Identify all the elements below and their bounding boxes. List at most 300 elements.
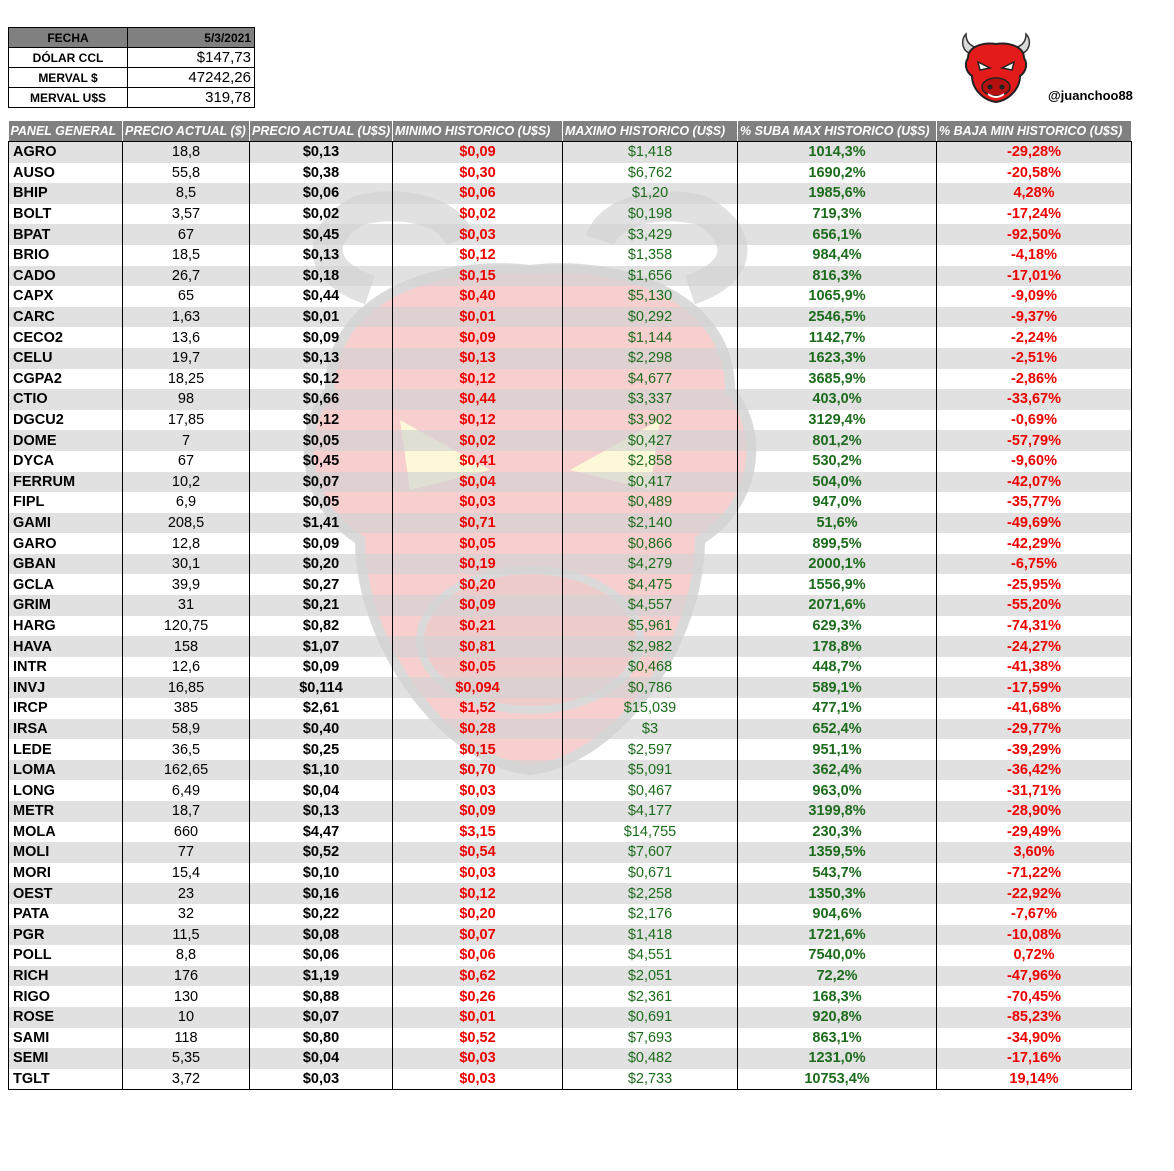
pct-to-min-cell: -34,90% (937, 1028, 1132, 1049)
ticker-cell: LOMA (9, 760, 123, 781)
price-usd-cell: $0,66 (250, 389, 393, 410)
author-handle: @juanchoo88 (1048, 88, 1133, 103)
max-historic-cell: $7,607 (563, 842, 738, 863)
min-historic-cell: $0,06 (393, 945, 563, 966)
price-ars-cell: 17,85 (123, 410, 250, 431)
min-historic-cell: $0,21 (393, 616, 563, 637)
price-ars-cell: 67 (123, 224, 250, 245)
pct-to-min-cell: -57,79% (937, 430, 1132, 451)
table-row (9, 719, 1132, 740)
min-historic-cell: $0,06 (393, 183, 563, 204)
price-ars-cell: 3,72 (123, 1069, 250, 1090)
ticker-cell: SAMI (9, 1028, 123, 1049)
price-ars-cell: 1,63 (123, 307, 250, 328)
pct-to-max-cell: 10753,4% (738, 1069, 937, 1090)
max-historic-cell: $15,039 (563, 698, 738, 719)
max-historic-cell: $2,140 (563, 513, 738, 534)
ticker-cell: ROSE (9, 1007, 123, 1028)
max-historic-cell: $5,091 (563, 760, 738, 781)
ticker-cell: CADO (9, 266, 123, 287)
pct-to-max-cell: 1690,2% (738, 163, 937, 184)
pct-to-max-cell: 362,4% (738, 760, 937, 781)
pct-to-max-cell: 2000,1% (738, 554, 937, 575)
price-ars-cell: 65 (123, 286, 250, 307)
pct-to-max-cell: 963,0% (738, 780, 937, 801)
max-historic-cell: $6,762 (563, 163, 738, 184)
price-ars-cell: 18,7 (123, 801, 250, 822)
table-row (9, 1069, 1132, 1090)
min-historic-cell: $0,12 (393, 410, 563, 431)
table-row (9, 307, 1132, 328)
summary-value: $147,73 (128, 48, 255, 68)
pct-to-min-cell: -17,01% (937, 266, 1132, 287)
table-row (9, 1028, 1132, 1049)
table-header-row (9, 121, 1132, 142)
min-historic-cell: $0,81 (393, 636, 563, 657)
max-historic-cell: $2,982 (563, 636, 738, 657)
summary-label: MERVAL $ (9, 68, 128, 88)
ticker-cell: SEMI (9, 1048, 123, 1069)
ticker-cell: LEDE (9, 739, 123, 760)
pct-to-min-cell: -6,75% (937, 554, 1132, 575)
pct-to-max-cell: 589,1% (738, 677, 937, 698)
price-usd-cell: $0,16 (250, 883, 393, 904)
summary-label: MERVAL U$S (9, 88, 128, 108)
min-historic-cell: $0,15 (393, 266, 563, 287)
max-historic-cell: $5,130 (563, 286, 738, 307)
price-ars-cell: 660 (123, 822, 250, 843)
table-row (9, 883, 1132, 904)
stock-panel-table (8, 121, 1132, 1090)
price-ars-cell: 118 (123, 1028, 250, 1049)
price-ars-cell: 11,5 (123, 925, 250, 946)
min-historic-cell: $0,19 (393, 554, 563, 575)
table-row (9, 677, 1132, 698)
ticker-cell: HARG (9, 616, 123, 637)
pct-to-max-cell: 51,6% (738, 513, 937, 534)
pct-to-min-cell: -41,38% (937, 657, 1132, 678)
table-row (9, 513, 1132, 534)
ticker-cell: FERRUM (9, 472, 123, 493)
price-usd-cell: $0,02 (250, 204, 393, 225)
price-ars-cell: 58,9 (123, 719, 250, 740)
price-ars-cell: 6,9 (123, 492, 250, 513)
pct-to-min-cell: -39,29% (937, 739, 1132, 760)
price-usd-cell: $0,114 (250, 677, 393, 698)
pct-to-min-cell: -35,77% (937, 492, 1132, 513)
table-row (9, 245, 1132, 266)
price-ars-cell: 18,5 (123, 245, 250, 266)
ticker-cell: CELU (9, 348, 123, 369)
price-usd-cell: $4,47 (250, 822, 393, 843)
pct-to-min-cell: -92,50% (937, 224, 1132, 245)
pct-to-max-cell: 1985,6% (738, 183, 937, 204)
min-historic-cell: $0,44 (393, 389, 563, 410)
pct-to-min-cell: 4,28% (937, 183, 1132, 204)
table-row (9, 451, 1132, 472)
pct-to-min-cell: -85,23% (937, 1007, 1132, 1028)
price-usd-cell: $0,05 (250, 492, 393, 513)
price-ars-cell: 13,6 (123, 327, 250, 348)
pct-to-min-cell: 0,72% (937, 945, 1132, 966)
pct-to-max-cell: 2546,5% (738, 307, 937, 328)
pct-to-min-cell: -41,68% (937, 698, 1132, 719)
ticker-cell: TGLT (9, 1069, 123, 1090)
summary-label: DÓLAR CCL (9, 48, 128, 68)
min-historic-cell: $0,094 (393, 677, 563, 698)
min-historic-cell: $0,02 (393, 204, 563, 225)
price-ars-cell: 98 (123, 389, 250, 410)
max-historic-cell: $2,298 (563, 348, 738, 369)
pct-to-max-cell: 543,7% (738, 863, 937, 884)
min-historic-cell: $0,04 (393, 472, 563, 493)
min-historic-cell: $0,09 (393, 595, 563, 616)
pct-to-min-cell: -2,24% (937, 327, 1132, 348)
price-ars-cell: 6,49 (123, 780, 250, 801)
pct-to-max-cell: 920,8% (738, 1007, 937, 1028)
pct-to-max-cell: 656,1% (738, 224, 937, 245)
table-row (9, 574, 1132, 595)
price-usd-cell: $0,12 (250, 369, 393, 390)
ticker-cell: RIGO (9, 986, 123, 1007)
pct-to-max-cell: 1065,9% (738, 286, 937, 307)
ticker-cell: MOLI (9, 842, 123, 863)
price-usd-cell: $0,12 (250, 410, 393, 431)
pct-to-max-cell: 899,5% (738, 533, 937, 554)
min-historic-cell: $0,26 (393, 986, 563, 1007)
pct-to-max-cell: 951,1% (738, 739, 937, 760)
pct-to-min-cell: -22,92% (937, 883, 1132, 904)
max-historic-cell: $1,418 (563, 142, 738, 163)
pct-to-max-cell: 403,0% (738, 389, 937, 410)
price-usd-cell: $0,13 (250, 142, 393, 163)
pct-to-min-cell: -74,31% (937, 616, 1132, 637)
pct-to-max-cell: 3685,9% (738, 369, 937, 390)
summary-label: FECHA (9, 28, 128, 48)
max-historic-cell: $0,786 (563, 677, 738, 698)
pct-to-min-cell: -10,08% (937, 925, 1132, 946)
summary-row-merval-ars (9, 68, 255, 88)
max-historic-cell: $14,755 (563, 822, 738, 843)
price-usd-cell: $1,41 (250, 513, 393, 534)
table-row (9, 533, 1132, 554)
price-usd-cell: $0,06 (250, 183, 393, 204)
table-row (9, 945, 1132, 966)
pct-to-min-cell: -7,67% (937, 904, 1132, 925)
pct-to-max-cell: 816,3% (738, 266, 937, 287)
pct-to-max-cell: 230,3% (738, 822, 937, 843)
pct-to-max-cell: 530,2% (738, 451, 937, 472)
pct-to-max-cell: 984,4% (738, 245, 937, 266)
column-header-ticker: PANEL GENERAL (9, 121, 123, 142)
price-ars-cell: 26,7 (123, 266, 250, 287)
pct-to-min-cell: -55,20% (937, 595, 1132, 616)
ticker-cell: BPAT (9, 224, 123, 245)
min-historic-cell: $0,30 (393, 163, 563, 184)
price-ars-cell: 10 (123, 1007, 250, 1028)
max-historic-cell: $2,733 (563, 1069, 738, 1090)
min-historic-cell: $0,05 (393, 533, 563, 554)
pct-to-min-cell: -31,71% (937, 780, 1132, 801)
ticker-cell: GARO (9, 533, 123, 554)
price-ars-cell: 7 (123, 430, 250, 451)
max-historic-cell: $0,482 (563, 1048, 738, 1069)
min-historic-cell: $0,12 (393, 245, 563, 266)
price-usd-cell: $0,13 (250, 801, 393, 822)
price-usd-cell: $0,27 (250, 574, 393, 595)
pct-to-max-cell: 448,7% (738, 657, 937, 678)
max-historic-cell: $1,358 (563, 245, 738, 266)
price-usd-cell: $0,06 (250, 945, 393, 966)
ticker-cell: OEST (9, 883, 123, 904)
max-historic-cell: $2,258 (563, 883, 738, 904)
table-row (9, 657, 1132, 678)
column-header-max-historic: MAXIMO HISTORICO (U$S) (563, 121, 738, 142)
ticker-cell: METR (9, 801, 123, 822)
pct-to-max-cell: 477,1% (738, 698, 937, 719)
min-historic-cell: $0,52 (393, 1028, 563, 1049)
table-row (9, 327, 1132, 348)
ticker-cell: DYCA (9, 451, 123, 472)
price-ars-cell: 162,65 (123, 760, 250, 781)
table-row (9, 348, 1132, 369)
pct-to-max-cell: 504,0% (738, 472, 937, 493)
min-historic-cell: $0,07 (393, 925, 563, 946)
column-header-min-historic: MINIMO HISTORICO (U$S) (393, 121, 563, 142)
pct-to-min-cell: 3,60% (937, 842, 1132, 863)
column-header-price-ars: PRECIO ACTUAL ($) (123, 121, 250, 142)
pct-to-min-cell: -20,58% (937, 163, 1132, 184)
pct-to-min-cell: -29,28% (937, 142, 1132, 163)
summary-value: 5/3/2021 (128, 28, 255, 48)
table-row (9, 266, 1132, 287)
min-historic-cell: $0,12 (393, 883, 563, 904)
ticker-cell: BRIO (9, 245, 123, 266)
max-historic-cell: $0,198 (563, 204, 738, 225)
ticker-cell: BOLT (9, 204, 123, 225)
summary-box (8, 27, 255, 108)
pct-to-max-cell: 3199,8% (738, 801, 937, 822)
max-historic-cell: $4,551 (563, 945, 738, 966)
ticker-cell: MOLA (9, 822, 123, 843)
price-usd-cell: $0,80 (250, 1028, 393, 1049)
table-row (9, 492, 1132, 513)
table-row (9, 389, 1132, 410)
min-historic-cell: $0,05 (393, 657, 563, 678)
pct-to-max-cell: 1231,0% (738, 1048, 937, 1069)
price-ars-cell: 8,5 (123, 183, 250, 204)
price-ars-cell: 208,5 (123, 513, 250, 534)
pct-to-min-cell: -33,67% (937, 389, 1132, 410)
price-usd-cell: $0,05 (250, 430, 393, 451)
table-row (9, 183, 1132, 204)
table-row (9, 904, 1132, 925)
price-usd-cell: $0,52 (250, 842, 393, 863)
price-usd-cell: $0,09 (250, 533, 393, 554)
table-row (9, 430, 1132, 451)
pct-to-min-cell: -9,37% (937, 307, 1132, 328)
pct-to-min-cell: -2,51% (937, 348, 1132, 369)
pct-to-max-cell: 652,4% (738, 719, 937, 740)
price-usd-cell: $0,01 (250, 307, 393, 328)
min-historic-cell: $0,20 (393, 574, 563, 595)
summary-row-dolar-ccl (9, 48, 255, 68)
ticker-cell: FIPL (9, 492, 123, 513)
price-usd-cell: $1,19 (250, 966, 393, 987)
max-historic-cell: $1,144 (563, 327, 738, 348)
pct-to-min-cell: -70,45% (937, 986, 1132, 1007)
price-ars-cell: 30,1 (123, 554, 250, 575)
price-usd-cell: $0,38 (250, 163, 393, 184)
pct-to-max-cell: 719,3% (738, 204, 937, 225)
max-historic-cell: $0,467 (563, 780, 738, 801)
table-body (9, 142, 1132, 1090)
max-historic-cell: $0,468 (563, 657, 738, 678)
min-historic-cell: $0,03 (393, 863, 563, 884)
max-historic-cell: $4,177 (563, 801, 738, 822)
price-ars-cell: 23 (123, 883, 250, 904)
min-historic-cell: $0,70 (393, 760, 563, 781)
price-usd-cell: $0,20 (250, 554, 393, 575)
table-row (9, 925, 1132, 946)
pct-to-max-cell: 1556,9% (738, 574, 937, 595)
min-historic-cell: $0,41 (393, 451, 563, 472)
ticker-cell: AUSO (9, 163, 123, 184)
summary-value: 319,78 (128, 88, 255, 108)
pct-to-min-cell: -9,09% (937, 286, 1132, 307)
min-historic-cell: $0,54 (393, 842, 563, 863)
price-ars-cell: 3,57 (123, 204, 250, 225)
pct-to-min-cell: -0,69% (937, 410, 1132, 431)
price-usd-cell: $0,04 (250, 780, 393, 801)
pct-to-max-cell: 3129,4% (738, 410, 937, 431)
pct-to-max-cell: 1142,7% (738, 327, 937, 348)
min-historic-cell: $0,01 (393, 1007, 563, 1028)
min-historic-cell: $0,62 (393, 966, 563, 987)
table-row (9, 472, 1132, 493)
table-row (9, 698, 1132, 719)
ticker-cell: LONG (9, 780, 123, 801)
max-historic-cell: $3,902 (563, 410, 738, 431)
pct-to-max-cell: 1623,3% (738, 348, 937, 369)
ticker-cell: GRIM (9, 595, 123, 616)
max-historic-cell: $3,337 (563, 389, 738, 410)
column-header-pct-to-max: % SUBA MAX HISTORICO (U$S) (738, 121, 937, 142)
column-header-price-usd: PRECIO ACTUAL (U$S) (250, 121, 393, 142)
pct-to-min-cell: -2,86% (937, 369, 1132, 390)
price-usd-cell: $0,09 (250, 657, 393, 678)
min-historic-cell: $0,40 (393, 286, 563, 307)
price-usd-cell: $1,10 (250, 760, 393, 781)
ticker-cell: MORI (9, 863, 123, 884)
ticker-cell: CGPA2 (9, 369, 123, 390)
price-usd-cell: $0,44 (250, 286, 393, 307)
max-historic-cell: $0,427 (563, 430, 738, 451)
table-row (9, 554, 1132, 575)
table-row (9, 163, 1132, 184)
pct-to-max-cell: 7540,0% (738, 945, 937, 966)
max-historic-cell: $4,677 (563, 369, 738, 390)
price-ars-cell: 12,6 (123, 657, 250, 678)
table-row (9, 863, 1132, 884)
summary-value: 47242,26 (128, 68, 255, 88)
price-ars-cell: 39,9 (123, 574, 250, 595)
pct-to-max-cell: 801,2% (738, 430, 937, 451)
min-historic-cell: $0,09 (393, 142, 563, 163)
table-row (9, 801, 1132, 822)
min-historic-cell: $3,15 (393, 822, 563, 843)
price-usd-cell: $1,07 (250, 636, 393, 657)
min-historic-cell: $0,12 (393, 369, 563, 390)
min-historic-cell: $0,03 (393, 1048, 563, 1069)
price-usd-cell: $0,40 (250, 719, 393, 740)
pct-to-min-cell: -9,60% (937, 451, 1132, 472)
min-historic-cell: $0,03 (393, 780, 563, 801)
red-bull-head-icon (958, 32, 1034, 104)
pct-to-min-cell: -24,27% (937, 636, 1132, 657)
price-usd-cell: $0,82 (250, 616, 393, 637)
min-historic-cell: $0,09 (393, 327, 563, 348)
max-historic-cell: $0,691 (563, 1007, 738, 1028)
price-usd-cell: $0,07 (250, 472, 393, 493)
pct-to-min-cell: -42,07% (937, 472, 1132, 493)
ticker-cell: CTIO (9, 389, 123, 410)
ticker-cell: IRSA (9, 719, 123, 740)
ticker-cell: PATA (9, 904, 123, 925)
price-usd-cell: $0,07 (250, 1007, 393, 1028)
table-row (9, 142, 1132, 163)
ticker-cell: GBAN (9, 554, 123, 575)
pct-to-min-cell: 19,14% (937, 1069, 1132, 1090)
pct-to-max-cell: 178,8% (738, 636, 937, 657)
table-row (9, 739, 1132, 760)
price-usd-cell: $0,45 (250, 224, 393, 245)
price-ars-cell: 19,7 (123, 348, 250, 369)
max-historic-cell: $4,279 (563, 554, 738, 575)
ticker-cell: POLL (9, 945, 123, 966)
max-historic-cell: $1,656 (563, 266, 738, 287)
pct-to-min-cell: -47,96% (937, 966, 1132, 987)
ticker-cell: CARC (9, 307, 123, 328)
min-historic-cell: $1,52 (393, 698, 563, 719)
ticker-cell: GAMI (9, 513, 123, 534)
table-row (9, 986, 1132, 1007)
table-row (9, 822, 1132, 843)
ticker-cell: DOME (9, 430, 123, 451)
max-historic-cell: $2,858 (563, 451, 738, 472)
price-ars-cell: 36,5 (123, 739, 250, 760)
table-row (9, 760, 1132, 781)
pct-to-max-cell: 1721,6% (738, 925, 937, 946)
table-row (9, 369, 1132, 390)
min-historic-cell: $0,09 (393, 801, 563, 822)
ticker-cell: INTR (9, 657, 123, 678)
pct-to-min-cell: -71,22% (937, 863, 1132, 884)
pct-to-min-cell: -28,90% (937, 801, 1132, 822)
ticker-cell: INVJ (9, 677, 123, 698)
ticker-cell: BHIP (9, 183, 123, 204)
price-usd-cell: $0,45 (250, 451, 393, 472)
pct-to-min-cell: -29,77% (937, 719, 1132, 740)
table-row (9, 595, 1132, 616)
max-historic-cell: $3,429 (563, 224, 738, 245)
price-ars-cell: 15,4 (123, 863, 250, 884)
ticker-cell: CECO2 (9, 327, 123, 348)
max-historic-cell: $0,866 (563, 533, 738, 554)
price-ars-cell: 32 (123, 904, 250, 925)
min-historic-cell: $0,15 (393, 739, 563, 760)
price-ars-cell: 10,2 (123, 472, 250, 493)
